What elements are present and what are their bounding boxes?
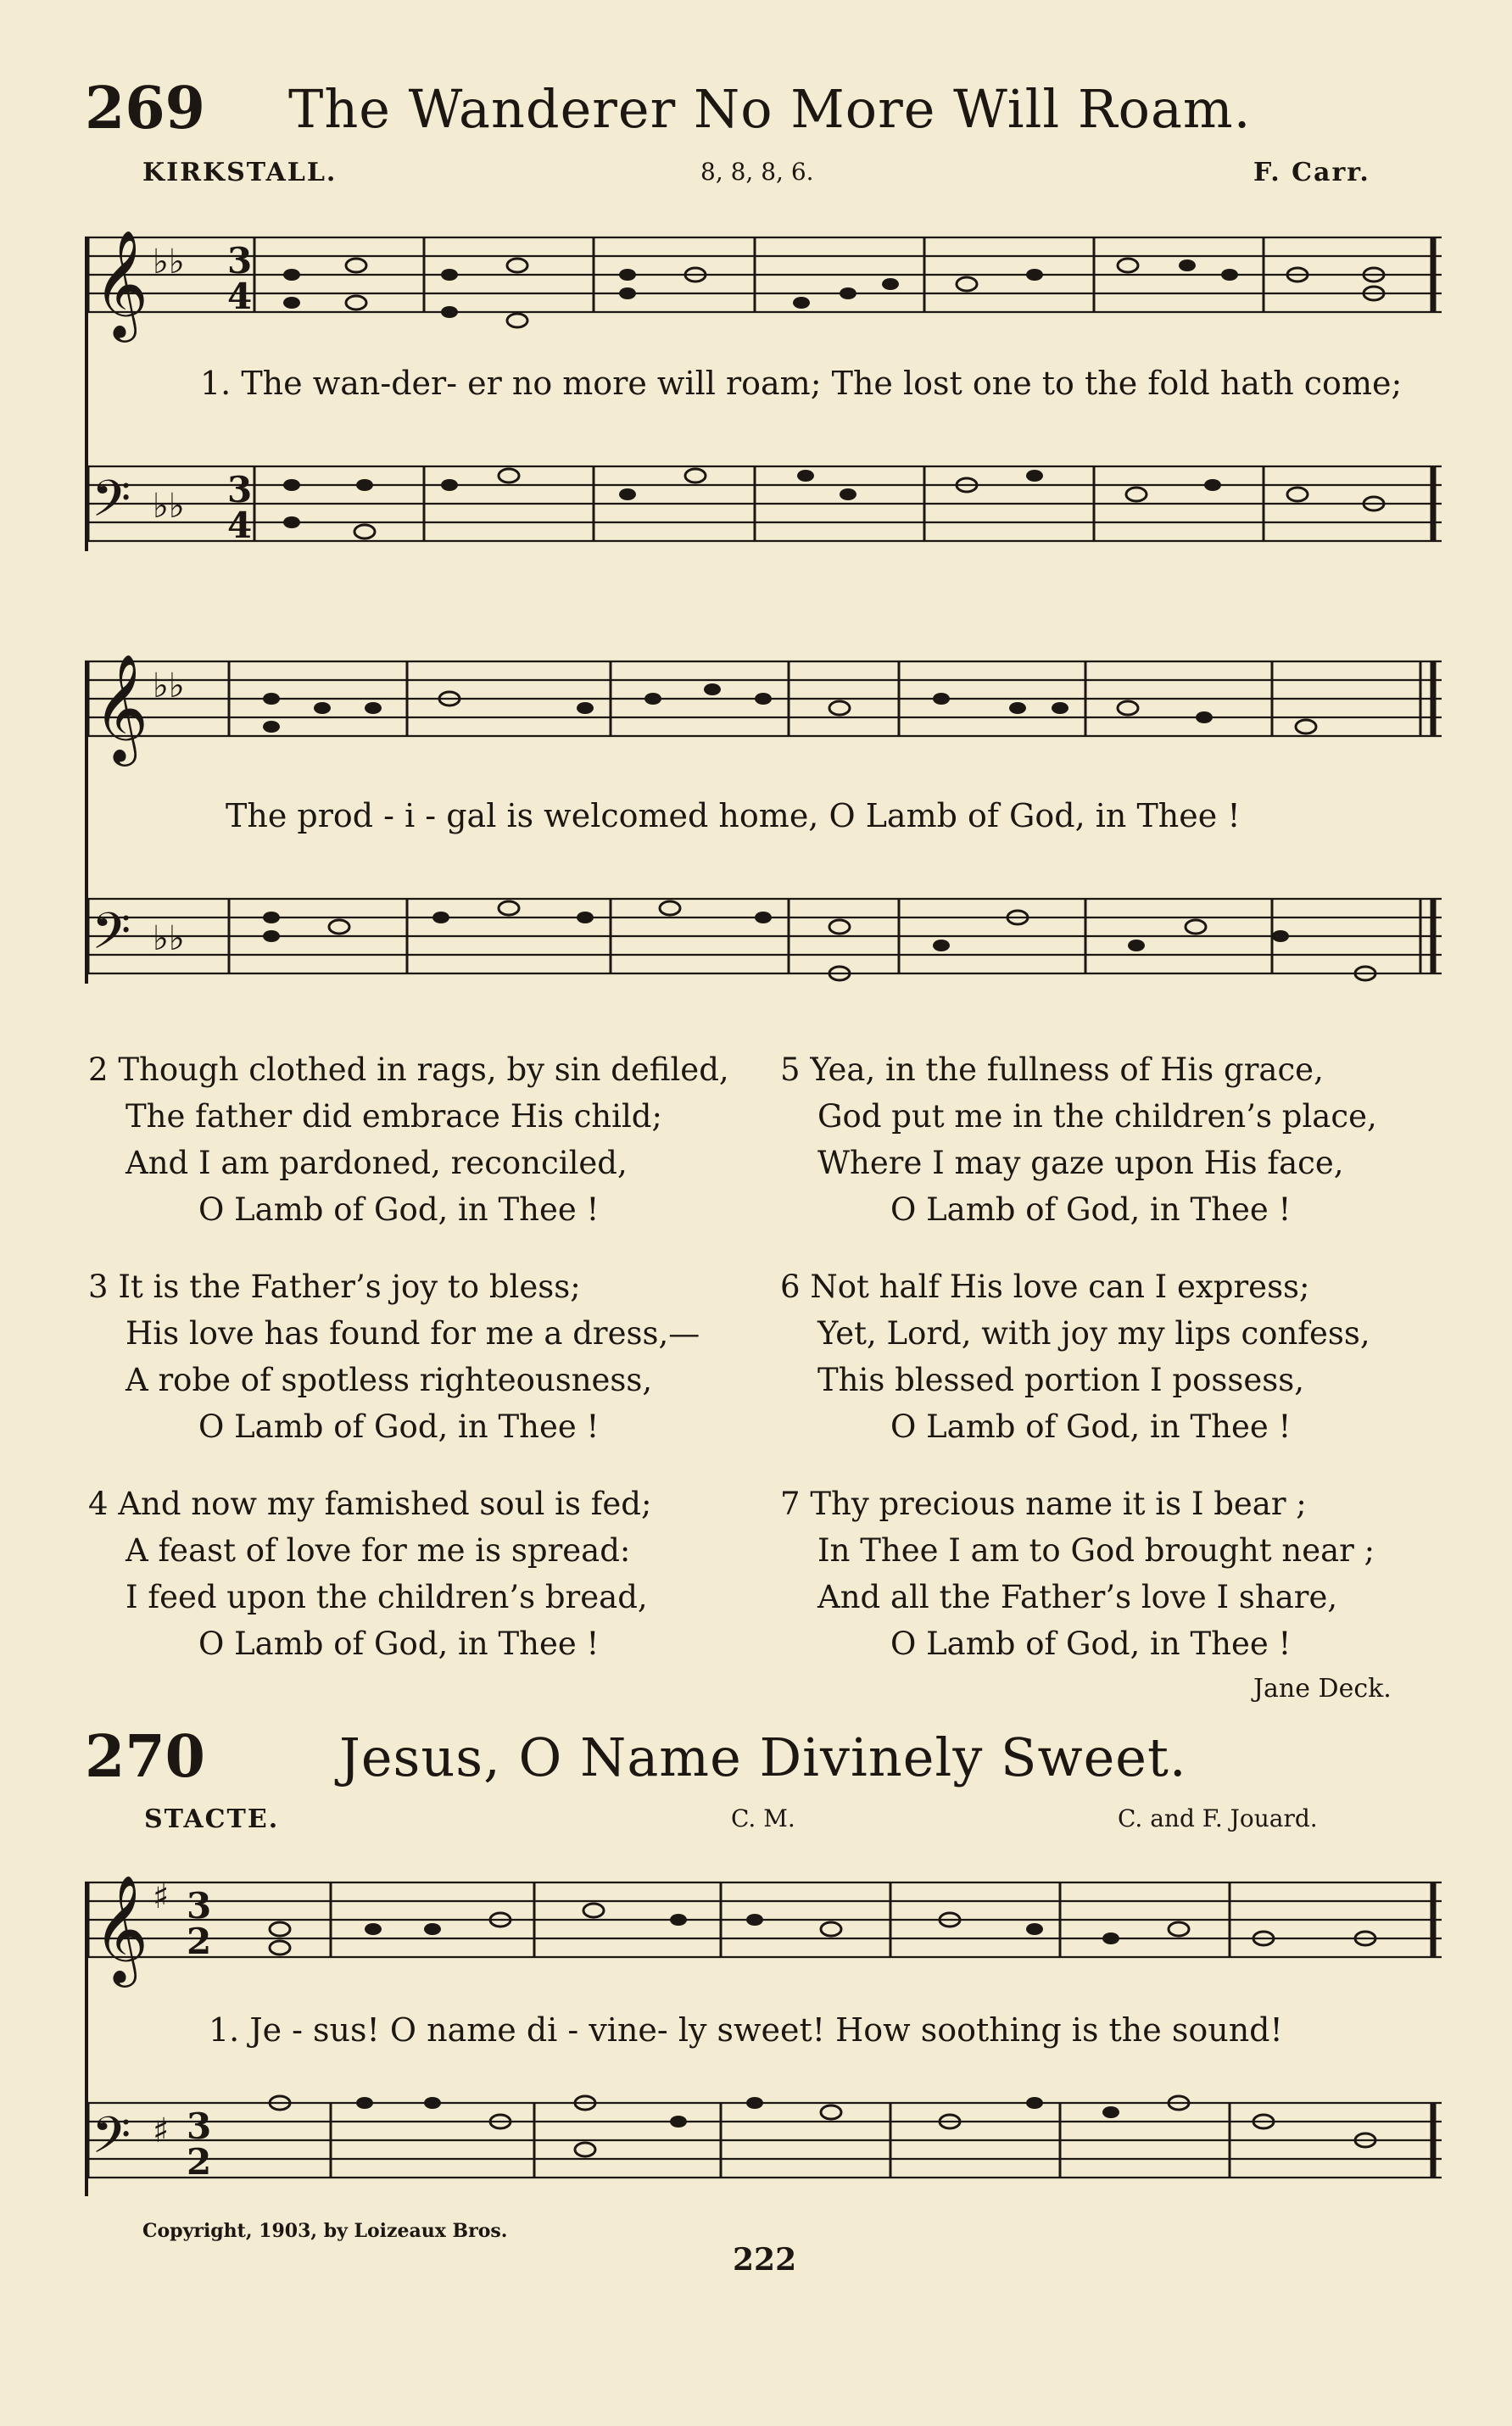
stanza-3: 3 It is the Father’s joy to bless; His love has found for me a dress,— A robe of spotless righteousness, O Lamb of God, in Thee ! [88,1269,700,1445]
system-brace-1 [83,237,92,551]
svg-text:♭♭: ♭♭ [153,919,185,958]
meter-270: C. M. [731,1804,795,1832]
svg-text:4: 4 [227,505,253,546]
svg-text:3: 3 [227,469,253,510]
hymn-number: 269 [85,75,205,142]
hymn-author: Jane Deck. [1253,1674,1392,1704]
svg-text:𝄢: 𝄢 [92,469,131,540]
time-signature-bottom-270: 2 [187,1921,212,1962]
svg-text:♯: ♯ [153,1877,170,1916]
svg-text:𝄞: 𝄞 [93,1874,149,1983]
stanza-4: 4 And now my famished soul is fed; A feast of love for me is spread: I feed upon the children’s bread, O Lamb of God, in Thee ! [88,1486,652,1662]
composer: F. Carr. [1253,158,1370,187]
lyric-line-270: 1. Je - sus! O name di - vine- ly sweet! How soothing is the sound! [209,2011,1283,2049]
system-brace-2 [83,661,92,984]
svg-text:𝄞: 𝄞 [93,653,149,761]
time-signature-top-270: 3 [187,1885,212,1927]
meter: 8, 8, 8, 6. [700,158,814,186]
treble-staff-270 [85,1866,1442,1984]
bass-staff-system-1 [85,449,1442,568]
lyric-line-2: The prod - i - gal is welcomed home, O Lamb of God, in Thee ! [226,797,1241,834]
bass-staff-270 [85,2086,1442,2205]
time-signature-top: 3 [227,240,253,282]
hymn-title: The Wanderer No More Will Roam. [288,78,1252,140]
svg-text:♭♭: ♭♭ [153,487,185,526]
svg-text:𝄢: 𝄢 [92,901,131,973]
svg-text:♭♭: ♭♭ [153,666,185,705]
stanza-6: 6 Not half His love can I express; Yet, Lord, with joy my lips confess, This blessed portion I possess, O Lamb of God, in Thee ! [780,1269,1370,1445]
svg-text:♭♭: ♭♭ [153,243,185,282]
svg-text:3: 3 [187,2105,212,2147]
svg-text:𝄞: 𝄞 [93,229,149,337]
tune-name: KIRKSTALL. [142,158,338,187]
stanza-2: 2 Though clothed in rags, by sin defiled, The father did embrace His child; And I am pardoned, reconciled, O Lamb of God, in Thee ! [88,1051,729,1228]
lyric-line-1: 1. The wan-der- er no more will roam; The lost one to the fold hath come; [200,365,1403,402]
svg-text:♯: ♯ [153,2111,170,2150]
stanza-5: 5 Yea, in the fullness of His grace, God put me in the children’s place, Where I may gaze upon His face, O Lamb of God, in Thee ! [780,1051,1377,1228]
svg-text:2: 2 [187,2141,212,2183]
svg-text:𝄢: 𝄢 [92,2105,131,2177]
tune-name-270: STACTE. [144,1804,280,1834]
stanza-7: 7 Thy precious name it is I bear ; In Thee I am to God brought near ; And all the Father’s love I share, O Lamb of God, in Thee ! [780,1486,1375,1662]
copyright-notice: Copyright, 1903, by Loizeaux Bros. [142,2220,508,2242]
treble-staff-system-1 [85,220,1442,339]
hymn-title-270: Jesus, O Name Divinely Sweet. [339,1726,1187,1788]
treble-staff-system-2 [85,644,1442,763]
bass-staff-system-2 [85,882,1442,1001]
hymn-number-270: 270 [85,1723,205,1791]
page-number: 222 [733,2242,797,2278]
composer-270: C. and F. Jouard. [1118,1804,1318,1832]
system-brace-270 [83,1882,92,2196]
time-signature-bottom: 4 [227,276,253,317]
